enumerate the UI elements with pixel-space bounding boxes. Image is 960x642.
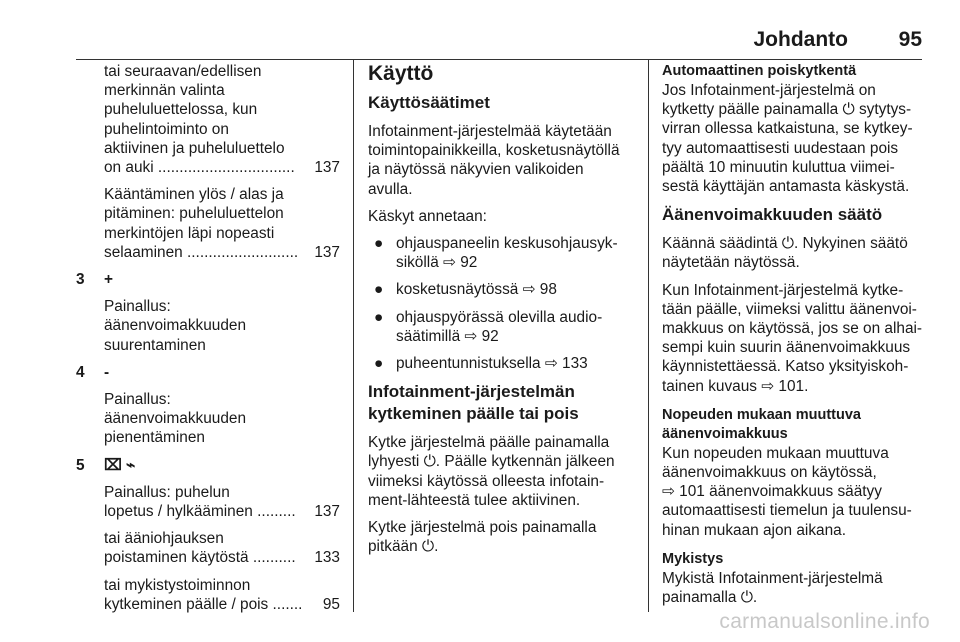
column-2 <box>368 62 636 564</box>
minus-symbol: - <box>104 363 110 381</box>
text-line: suurentaminen <box>104 336 206 354</box>
text-line: ⇨ 101 äänenvoimakkuus säätyy <box>662 483 882 501</box>
toc-leader-text: on auki ................................ <box>104 159 295 177</box>
text-line: pitkään ⏻. <box>368 538 439 556</box>
text-line: Painallus: <box>104 391 171 409</box>
text-line: Kun Infotainment-järjestelmä kytke- <box>662 281 904 299</box>
text-line: Kun nopeuden mukaan muuttuva <box>662 444 889 462</box>
text-line: lyhyesti ⏻. Päälle kytkennän jälkeen <box>368 453 615 471</box>
text-line: ja näytössä näkyvien valikoiden <box>368 161 584 179</box>
heading-usage: Käyttö <box>368 62 434 85</box>
bullet-dot: ● <box>374 308 384 326</box>
text-line: Kytke järjestelmä päälle painamalla <box>368 434 610 452</box>
plus-symbol: + <box>104 271 113 289</box>
text-line: tään päälle, viimeksi valittu äänenvoi- <box>662 300 917 318</box>
item-number: 3 <box>76 271 85 289</box>
text-line: siköllä ⇨ 92 <box>396 254 478 272</box>
volume-memory-paragraph <box>662 281 930 396</box>
text-line: avulla. <box>368 180 413 198</box>
entry-list-navigation <box>76 62 340 262</box>
item-5 <box>76 456 340 614</box>
text-line: puheluluettelossa, kun <box>104 101 258 119</box>
toc-leader-text: kytkeminen päälle / pois ....... <box>104 595 303 613</box>
speed-volume-paragraph <box>662 444 930 540</box>
text-line: Käännä säädintä ⏻. Nykyinen säätö <box>662 235 908 253</box>
heading-line: äänenvoimakkuus <box>662 425 788 442</box>
text-line: Mykistä Infotainment-järjestelmä <box>662 569 883 587</box>
text-line: Painallus: puhelun <box>104 483 230 501</box>
site-watermark: carmanualsonline.info <box>719 610 930 633</box>
column-divider-2 <box>648 60 649 612</box>
bullet-item <box>368 354 636 373</box>
text-line: äänenvoimakkuus on käytössä, <box>662 464 877 482</box>
item-4 <box>76 363 340 448</box>
heading-line: Infotainment-järjestelmän <box>368 382 575 402</box>
text-line: puhelintoiminto on <box>104 120 229 138</box>
text-line: kosketusnäytössä ⇨ 98 <box>396 281 557 299</box>
text-line: Jos Infotainment-järjestelmä on <box>662 82 876 99</box>
power-on-paragraph <box>368 433 636 510</box>
auto-off-paragraph <box>662 81 930 196</box>
text-line: sestä käyttäjän antamasta käskystä. <box>662 178 910 196</box>
power-off-paragraph <box>368 518 636 556</box>
header-rule <box>76 59 922 60</box>
text-line: tai seuraavan/edellisen <box>104 63 262 80</box>
text-line: tai mykistystoiminnon <box>104 576 251 594</box>
mute-phone-end-icon: ⌧ ⌁ <box>104 456 136 474</box>
heading-power-on-off <box>368 381 636 425</box>
text-line: makkuus on käytössä, jos se on alhai- <box>662 320 923 338</box>
text-line: säätimillä ⇨ 92 <box>396 327 499 345</box>
commands-intro: Käskyt annetaan: <box>368 207 487 225</box>
text-line: näytetään näytössä. <box>662 254 800 272</box>
item-number: 4 <box>76 363 85 381</box>
page-number: 95 <box>898 28 922 51</box>
text-line: hinan mukaan ajon aikana. <box>662 521 846 539</box>
heading-speed-volume <box>662 406 930 444</box>
text-line: ohjauspaneelin keskusohjausyk- <box>396 235 618 253</box>
text-line: Kytke järjestelmä pois painamalla <box>368 519 597 537</box>
mute-paragraph <box>662 569 930 607</box>
section-title: Johdanto <box>753 28 848 51</box>
text-line: päältä 10 minuutin kuluttua viimei- <box>662 158 895 176</box>
heading-controls: Käyttösäätimet <box>368 93 490 112</box>
text-line: äänenvoimakkuuden <box>104 317 247 335</box>
column-3 <box>662 62 930 615</box>
heading-auto-off: Automaattinen poiskytkentä <box>662 63 857 79</box>
intro-paragraph <box>368 122 636 199</box>
toc-leader-text: lopetus / hylkääminen ......... <box>104 503 296 521</box>
column-1 <box>76 62 340 622</box>
text-line: tyy automaattisesti uudestaan pois <box>662 139 899 157</box>
text-line: Infotainment-järjestelmää käytetään <box>368 123 612 140</box>
text-line: merkinnän valinta <box>104 82 225 100</box>
heading-mute: Mykistys <box>662 550 724 567</box>
text-line: pitäminen: puheluluettelon <box>104 205 284 223</box>
column-divider-1 <box>353 60 354 612</box>
text-line: painamalla ⏻. <box>662 589 758 607</box>
text-line: äänenvoimakkuuden <box>104 410 247 428</box>
text-line: virran ollessa katkaistuna, se kytkey- <box>662 120 913 138</box>
bullet-item <box>368 280 636 299</box>
heading-volume: Äänenvoimakkuuden säätö <box>662 205 883 225</box>
toc-leader-text: selaaminen .......................... <box>104 243 299 261</box>
text-line: puheentunnistuksella ⇨ 133 <box>396 355 588 373</box>
item-number: 5 <box>76 456 85 474</box>
text-line: ohjauspyörässä olevilla audio- <box>396 308 603 326</box>
text-line: toimintopainikkeilla, kosketusnäytöllä <box>368 142 620 160</box>
text-line: kytketty päälle painamalla ⏻ sytytys- <box>662 101 912 119</box>
bullet-dot: ● <box>374 235 384 253</box>
page-ref-link[interactable]: 137 <box>314 243 340 261</box>
text-line: aktiivinen ja puheluluettelo <box>104 139 285 157</box>
volume-paragraph <box>662 234 930 272</box>
text-line: merkintöjen läpi nopeasti <box>104 224 275 242</box>
bullet-dot: ● <box>374 355 384 373</box>
bullet-item <box>368 308 636 346</box>
bullet-dot: ● <box>374 281 384 299</box>
text-line: tainen kuvaus ⇨ 101. <box>662 377 809 395</box>
text-line: ment-lähteestä tulee aktiivinen. <box>368 491 581 509</box>
item-3 <box>76 270 340 355</box>
page-ref-link[interactable]: 133 <box>314 549 340 567</box>
page-ref-link[interactable]: 95 <box>322 595 340 613</box>
page-ref-link[interactable]: 137 <box>314 159 340 177</box>
text-line: viimeksi käytössä olleesta infotain- <box>368 472 605 490</box>
text-line: sempi kuin suurin äänenvoimakkuus <box>662 339 911 357</box>
heading-line: Nopeuden mukaan muuttuva <box>662 406 861 423</box>
heading-line: kytkeminen päälle tai pois <box>368 404 579 424</box>
text-line: pienentäminen <box>104 429 205 447</box>
text-line: käynnistettäessä. Katso yksityiskoh- <box>662 358 909 376</box>
text-line: automaattisesti tiemelun ja tuulensu- <box>662 502 912 520</box>
toc-leader-text: poistaminen käytöstä .......... <box>104 549 296 567</box>
page-header <box>0 26 960 56</box>
text-line: Painallus: <box>104 298 171 316</box>
page-ref-link[interactable]: 137 <box>314 503 340 521</box>
text-line: tai ääniohjauksen <box>104 530 224 548</box>
bullet-item <box>368 234 636 272</box>
text-line: Kääntäminen ylös / alas ja <box>104 186 284 204</box>
